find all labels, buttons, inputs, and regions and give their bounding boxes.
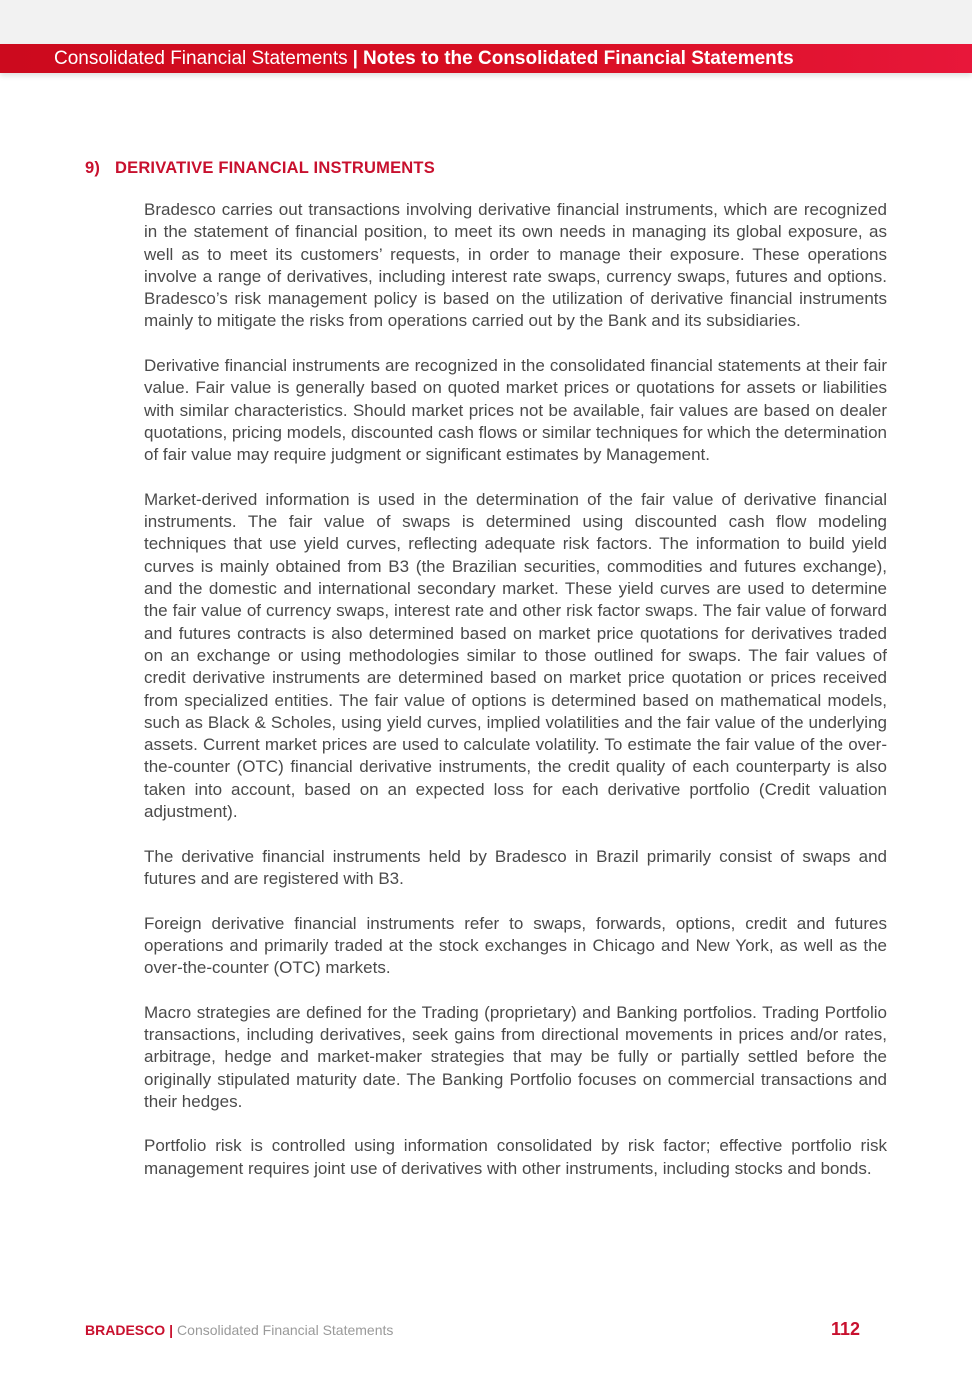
paragraph: Portfolio risk is controlled using information consolidated by risk factor; effective portfolio risk management requires joint use of derivatives with other instruments, including stocks and bonds. [144, 1136, 887, 1178]
page-header-banner [0, 44, 972, 73]
paragraph: Derivative financial instruments are recognized in the consolidated financial statements at their fair value. Fair value is generally based on quoted market prices or quotations for assets or liabilities with similar characteristics. Should market prices not be available, fair values are based on dealer quotations, pricing models, discounted cash flows or similar techniques for which the determination of fair value may require judgment or significant estimates by Management. [144, 356, 887, 465]
footer-separator: | [169, 1322, 174, 1338]
section-title: DERIVATIVE FINANCIAL INSTRUMENTS [115, 159, 435, 177]
paragraph: Macro strategies are defined for the Trading (proprietary) and Banking portfolios. Trading Portfolio transactions, including derivatives, seek gains from directional movements in prices and/or rates, arbitrage, hedge and market-maker strategies that may be fully or partially settled before the originally stipulated maturity date. The Banking Portfolio focuses on commercial transactions and their hedges. [144, 1002, 887, 1111]
header-section-label: Consolidated Financial Statements [54, 48, 348, 69]
body-content [144, 199, 887, 1202]
top-margin [0, 0, 972, 44]
page-footer [85, 1320, 393, 1340]
section-number: 9) [85, 159, 101, 177]
footer-document-title: Consolidated Financial Statements [177, 1322, 394, 1338]
page-number: 112 [831, 1319, 861, 1339]
section-heading [85, 157, 435, 179]
header-subsection-label: Notes to the Consolidated Financial Statements [362, 48, 794, 69]
header-text [54, 44, 794, 73]
paragraph: The derivative financial instruments held by Bradesco in Brazil primarily consist of swaps and futures and are registered with B3. [144, 846, 887, 888]
footer-brand: BRADESCO [85, 1322, 166, 1338]
header-separator: | [352, 48, 358, 69]
paragraph: Market-derived information is used in the determination of the fair value of derivative financial instruments. The fair value of swaps is determined using discounted cash flow modeling techniques that use yield curves, reflecting adequate risk factors. The information to build yield curves is mainly obtained from B3 (the Brazilian securities, commodities and futures exchange), and the domestic and international secondary market. These yield curves are used to determine the fair value of currency swaps, interest rate and other risk factor swaps. The fair value of forward and futures contracts is also determined based on market price quotations for derivatives traded on an exchange or using methodologies similar to those outlined for swaps. The fair values of credit derivative instruments are determined based on market price quotation or prices received from specialized entities. The fair value of options is determined based on mathematical models, such as Black & Scholes, using yield curves, implied volatilities and the fair value of the underlying assets. Current market prices are used to calculate volatility. To estimate the fair value of the over-the-counter (OTC) financial derivative instruments, the credit quality of each counterparty is also taken into account, based on an expected loss for each derivative portfolio (Credit valuation adjustment). [144, 489, 887, 822]
paragraph: Bradesco carries out transactions involving derivative financial instruments, which are recognized in the statement of financial position, to meet its own needs in managing its global exposure, as well as to meet its customers’ requests, in order to manage their exposure. These operations involve a range of derivatives, including interest rate swaps, currency swaps, futures and options. Bradesco’s risk management policy is based on the utilization of derivative financial instruments mainly to mitigate the risks from operations carried out by the Bank and its subsidiaries. [144, 200, 887, 331]
paragraph: Foreign derivative financial instruments refer to swaps, forwards, options, credit and futures operations and primarily traded at the stock exchanges in Chicago and New York, as well as the over-the-counter (OTC) markets. [144, 913, 887, 978]
